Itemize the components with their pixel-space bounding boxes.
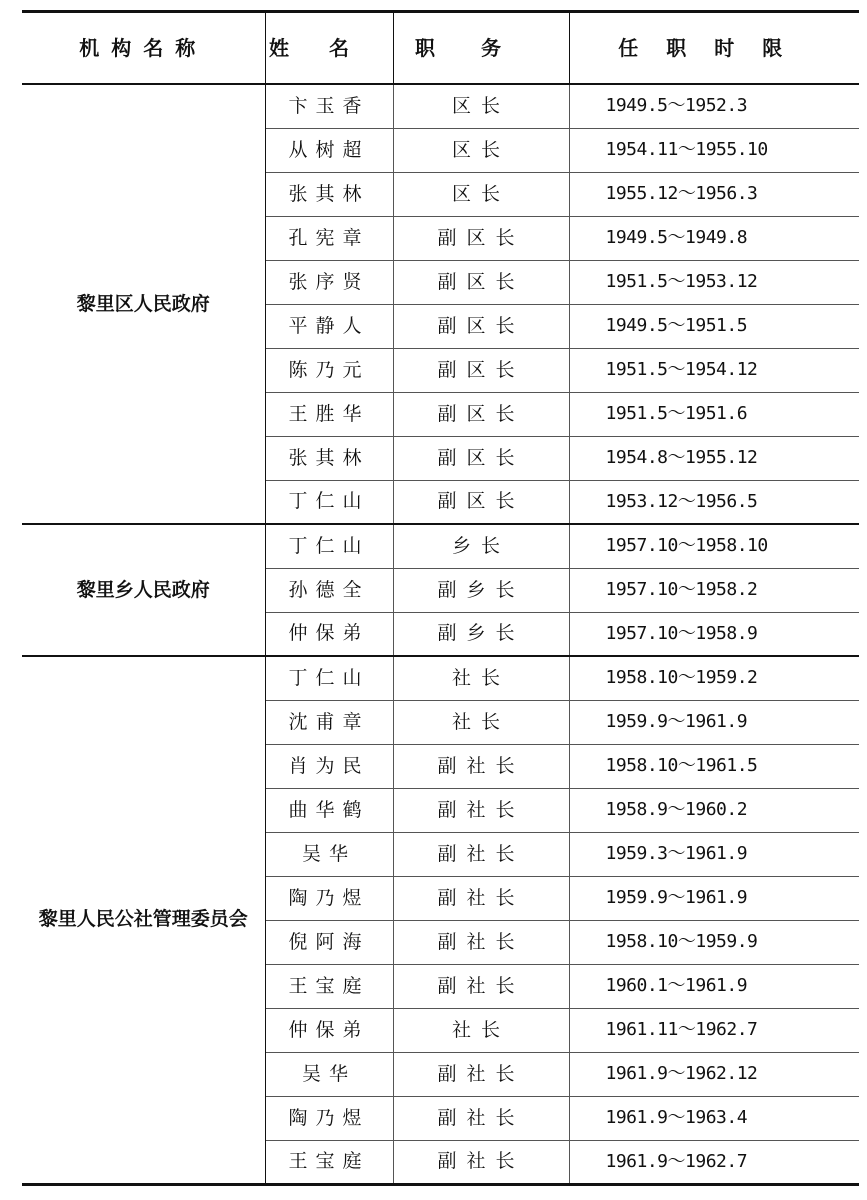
position-cell: 副区长: [393, 348, 569, 392]
header-post: 职务: [393, 12, 569, 85]
term-cell: 1949.5～1949.8: [569, 216, 859, 260]
term-cell: 1961.9～1962.7: [569, 1140, 859, 1184]
person-name-cell: 曲华鹤: [265, 788, 393, 832]
person-name-cell: 孔宪章: [265, 216, 393, 260]
position-cell: 副社长: [393, 876, 569, 920]
position-cell: 副区长: [393, 304, 569, 348]
term-cell: 1954.11～1955.10: [569, 128, 859, 172]
term-cell: 1959.3～1961.9: [569, 832, 859, 876]
person-name-cell: 丁仁山: [265, 480, 393, 524]
person-name-cell: 陶乃煜: [265, 876, 393, 920]
term-cell: 1951.5～1951.6: [569, 392, 859, 436]
position-cell: 副区长: [393, 436, 569, 480]
term-cell: 1957.10～1958.9: [569, 612, 859, 656]
term-cell: 1958.9～1960.2: [569, 788, 859, 832]
person-name-cell: 张序贤: [265, 260, 393, 304]
person-name-cell: 仲保弟: [265, 1008, 393, 1052]
position-cell: 副社长: [393, 832, 569, 876]
header-name: 姓名: [265, 12, 393, 85]
person-name-cell: 仲保弟: [265, 612, 393, 656]
position-cell: 副社长: [393, 744, 569, 788]
position-cell: 副区长: [393, 392, 569, 436]
person-name-cell: 陶乃煜: [265, 1096, 393, 1140]
position-cell: 副乡长: [393, 568, 569, 612]
position-cell: 副社长: [393, 1052, 569, 1096]
table-row: [22, 84, 859, 128]
table-row: [22, 524, 859, 568]
person-name-cell: 王宝庭: [265, 1140, 393, 1184]
position-cell: 副社长: [393, 920, 569, 964]
term-cell: 1958.10～1961.5: [569, 744, 859, 788]
term-cell: 1961.9～1962.12: [569, 1052, 859, 1096]
position-cell: 副乡长: [393, 612, 569, 656]
position-cell: 副区长: [393, 216, 569, 260]
person-name-cell: 吴华: [265, 1052, 393, 1096]
person-name-cell: 平静人: [265, 304, 393, 348]
table-body: [22, 84, 859, 1184]
term-cell: 1951.5～1954.12: [569, 348, 859, 392]
table-header: [22, 12, 859, 85]
position-cell: 区长: [393, 128, 569, 172]
person-name-cell: 张其林: [265, 436, 393, 480]
position-cell: 社长: [393, 700, 569, 744]
position-cell: 区长: [393, 84, 569, 128]
org-name-cell: 黎里人民公社管理委员会: [22, 656, 265, 1184]
term-cell: 1957.10～1958.10: [569, 524, 859, 568]
person-name-cell: 丁仁山: [265, 524, 393, 568]
term-cell: 1958.10～1959.9: [569, 920, 859, 964]
org-name-cell: 黎里区人民政府: [22, 84, 265, 524]
term-cell: 1961.11～1962.7: [569, 1008, 859, 1052]
position-cell: 副区长: [393, 260, 569, 304]
position-cell: 社长: [393, 656, 569, 700]
person-name-cell: 倪阿海: [265, 920, 393, 964]
term-cell: 1954.8～1955.12: [569, 436, 859, 480]
person-name-cell: 吴华: [265, 832, 393, 876]
officials-table-page: [22, 10, 859, 1186]
term-cell: 1961.9～1963.4: [569, 1096, 859, 1140]
position-cell: 乡长: [393, 524, 569, 568]
person-name-cell: 陈乃元: [265, 348, 393, 392]
position-cell: 副社长: [393, 1140, 569, 1184]
term-cell: 1958.10～1959.2: [569, 656, 859, 700]
person-name-cell: 肖为民: [265, 744, 393, 788]
term-cell: 1949.5～1952.3: [569, 84, 859, 128]
person-name-cell: 王胜华: [265, 392, 393, 436]
officials-table: [22, 10, 859, 1186]
term-cell: 1955.12～1956.3: [569, 172, 859, 216]
term-cell: 1957.10～1958.2: [569, 568, 859, 612]
term-cell: 1960.1～1961.9: [569, 964, 859, 1008]
table-row: [22, 656, 859, 700]
term-cell: 1953.12～1956.5: [569, 480, 859, 524]
position-cell: 副社长: [393, 964, 569, 1008]
header-org: 机构名称: [22, 12, 265, 85]
position-cell: 副社长: [393, 788, 569, 832]
position-cell: 区长: [393, 172, 569, 216]
person-name-cell: 从树超: [265, 128, 393, 172]
person-name-cell: 沈甫章: [265, 700, 393, 744]
person-name-cell: 张其林: [265, 172, 393, 216]
position-cell: 社长: [393, 1008, 569, 1052]
person-name-cell: 王宝庭: [265, 964, 393, 1008]
term-cell: 1959.9～1961.9: [569, 700, 859, 744]
header-term: 任职时限: [569, 12, 859, 85]
person-name-cell: 孙德全: [265, 568, 393, 612]
org-name-cell: 黎里乡人民政府: [22, 524, 265, 656]
term-cell: 1959.9～1961.9: [569, 876, 859, 920]
position-cell: 副社长: [393, 1096, 569, 1140]
person-name-cell: 丁仁山: [265, 656, 393, 700]
term-cell: 1951.5～1953.12: [569, 260, 859, 304]
position-cell: 副区长: [393, 480, 569, 524]
term-cell: 1949.5～1951.5: [569, 304, 859, 348]
person-name-cell: 卞玉香: [265, 84, 393, 128]
